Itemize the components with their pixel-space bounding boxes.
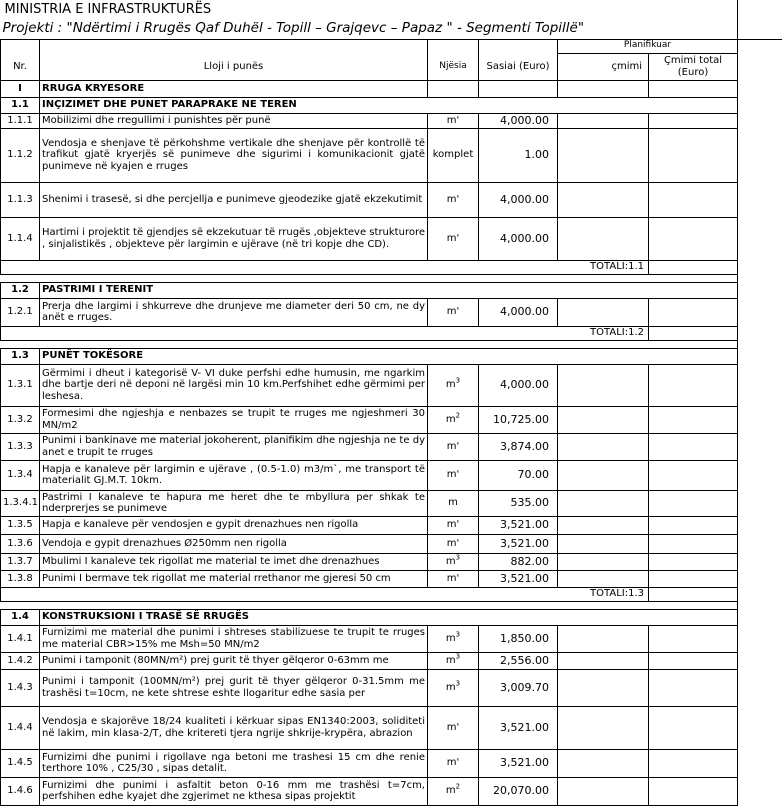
group-total-value [649,587,738,601]
item-price [558,625,649,652]
table-row [1,749,782,777]
item-total-price [649,534,738,553]
group-total-row [1,260,782,274]
item-number: 1.4.4 [1,706,40,749]
item-unit: m' [428,534,479,553]
group-header-row [1,609,782,625]
item-quantity: 3,009.70 [479,669,558,706]
item-description: Formesimi dhe ngjeshja e nenbazes se trupit te rruges me ngjeshmeri 30 MN/m2 [40,406,428,433]
table-row [1,777,782,805]
quantity-header: Sasiai (Euro) [479,53,558,80]
ministry-title: MINISTRIA E INFRASTRUKTURËS [4,1,212,17]
item-total-price [649,128,738,182]
item-unit: m' [428,749,479,777]
item-description: Furnizimi dhe punimi i asfaltit beton 0-16 mm me trashësi t=7cm, perfshihen edhe kyajet dhe zgjerimet ne kthesa sipas projektit [40,777,428,805]
item-quantity: 4,000.00 [479,364,558,406]
item-total-price [649,706,738,749]
table-row [1,516,782,534]
group-number: 1.3 [1,348,40,364]
price-header: çmimi [558,53,649,80]
item-price [558,406,649,433]
group-total-row [1,326,782,340]
margin-cell [738,652,782,669]
item-quantity: 10,725.00 [479,406,558,433]
table-row [1,433,782,460]
item-quantity: 535.00 [479,490,558,516]
item-unit: $m^3$ [428,364,479,406]
margin-cell [738,570,782,587]
item-quantity: 3,874.00 [479,433,558,460]
item-unit: m' [428,516,479,534]
item-number: 1.4.1 [1,625,40,652]
item-unit: $m^3$ [428,553,479,570]
item-unit: m' [428,433,479,460]
margin-cell [738,460,782,490]
group-name: PASTRIMI I TERENIT [40,282,738,298]
group-number: 1.4 [1,609,40,625]
separator-cell [1,340,738,348]
item-total-price [649,182,738,217]
total-spacer [1,326,558,340]
item-total-price [649,669,738,706]
item-number: 1.4.3 [1,669,40,706]
item-total-price [649,298,738,326]
item-quantity: 4,000.00 [479,298,558,326]
item-total-price [649,433,738,460]
item-unit: $m^3$ [428,669,479,706]
item-total-price [649,777,738,805]
table-row [1,706,782,749]
item-price [558,777,649,805]
table-row [1,406,782,433]
project-title: Projekti : "Ndërtimi i Rrugës Qaf Duhël - Topill – Grajqevc – Papaz " - Segmenti Topillë" [2,20,585,36]
item-description: Punimi i tamponit (100MN/m²) prej gurit të thyer gëlqeror 0-31.5mm me trashësi t=10cm, ne kete shtrese eshte llogaritur edhe sasia per [40,669,428,706]
total-price-header: Çmimi total (Euro) [649,53,738,80]
separator-cell [1,601,738,609]
item-price [558,113,649,128]
separator-row [1,274,782,282]
margin-cell [738,113,782,128]
item-description: Vendoja e gypit drenazhues Ø250mm nen rigolla [40,534,428,553]
margin-cell [738,97,782,113]
group-total-value [649,326,738,340]
table-row [1,113,782,128]
margin-cell [738,534,782,553]
margin-cell [738,217,782,260]
item-unit: m [428,490,479,516]
table-row [1,669,782,706]
margin-cell [738,406,782,433]
item-number: 1.3.4 [1,460,40,490]
group-number: 1.2 [1,282,40,298]
group-total-label: TOTALI:1.3 [558,587,649,601]
item-total-price [649,516,738,534]
table-row [1,364,782,406]
group-name: KONSTRUKSIONI I TRASË SË RRUGËS [40,609,738,625]
group-header-row [1,348,782,364]
item-number: 1.3.4.1 [1,490,40,516]
table-row [1,534,782,553]
item-price [558,652,649,669]
item-unit: m' [428,217,479,260]
margin-cell [738,669,782,706]
total-spacer [1,587,558,601]
item-price [558,534,649,553]
item-description: Mobilizimi dhe rregullimi i punishtes për punë [40,113,428,128]
item-total-price [649,490,738,516]
margin-cell [738,749,782,777]
table-row [1,182,782,217]
margin-cell [738,282,782,298]
item-unit: $m^2$ [428,777,479,805]
item-total-price [649,364,738,406]
item-description: Prerja dhe largimi i shkurreve dhe drunjeve me diameter deri 50 cm, ne dy anët e rruges. [40,298,428,326]
item-description: Mbulimi I kanaleve tek rigollat me material te imet dhe drenazhues [40,553,428,570]
margin-cell [738,625,782,652]
item-number: 1.1.1 [1,113,40,128]
separator-cell [1,274,738,282]
table-row [1,490,782,516]
item-number: 1.3.8 [1,570,40,587]
item-unit: komplet [428,128,479,182]
margin-cell [738,298,782,326]
item-total-price [649,625,738,652]
item-quantity: 70.00 [479,460,558,490]
item-number: 1.2.1 [1,298,40,326]
group-header-row [1,282,782,298]
item-description: Furnizimi dhe punimi i rigollave nga betoni me trashesi 15 cm dhe renie terthore 10% , C25/30 , sipas detalit. [40,749,428,777]
item-description: Shenimi i trasesë, si dhe percjellja e punimeve gjeodezike gjatë ekzekutimit [40,182,428,217]
margin-cell [738,433,782,460]
total-spacer [1,260,558,274]
margin-cell [738,364,782,406]
item-quantity: 3,521.00 [479,706,558,749]
item-number: 1.4.2 [1,652,40,669]
item-price [558,182,649,217]
item-total-price [649,406,738,433]
margin-cell [738,260,782,274]
table-row [1,570,782,587]
work-type-header: Lloji i punës [40,53,428,80]
group-number: 1.1 [1,97,40,113]
item-price [558,706,649,749]
item-number: 1.1.2 [1,128,40,182]
separator-row [1,340,782,348]
group-header-row [1,97,782,113]
item-number: 1.3.6 [1,534,40,553]
item-total-price [649,749,738,777]
item-description: Gërmimi i dheut i kategorisë V- VI duke perfshi edhe humusin, me ngarkim dhe bartje deri në deponi në largësi min 10 km.Perfshihet edhe gërmimi per leshesa. [40,364,428,406]
item-total-price [649,553,738,570]
margin-cell [738,274,782,282]
item-description: Hapja e kanaleve për vendosjen e gypit drenazhues nen rigolla [40,516,428,534]
item-quantity: 3,521.00 [479,516,558,534]
margin-cell [738,601,782,609]
item-unit: m' [428,460,479,490]
item-price [558,217,649,260]
item-unit: m' [428,298,479,326]
group-total-label: TOTALI:1.2 [558,326,649,340]
item-total-price [649,217,738,260]
item-number: 1.4.6 [1,777,40,805]
item-description: Furnizimi me material dhe punimi i shtreses stabilizuese te trupit te rruges me material CBR>15% me Msh=50 MN/m2 [40,625,428,652]
item-unit: $m^2$ [428,406,479,433]
item-number: 1.3.3 [1,433,40,460]
item-quantity: 4,000.00 [479,217,558,260]
margin-cell [738,553,782,570]
margin-cell [738,609,782,625]
margin-cell [738,128,782,182]
item-number: 1.4.5 [1,749,40,777]
margin-cell [738,490,782,516]
section-number: I [1,80,40,97]
margin-cell [738,587,782,601]
table-row [1,553,782,570]
item-description: Vendosja e shenjave të përkohshme vertikale dhe shenjave për kontrollë të trafikut gjatë kryerjës së punimeve dhe sigurimi i komunikacionit gjatë punimeve në kyajen e rruges [40,128,428,182]
item-quantity: 2,556.00 [479,652,558,669]
item-total-price [649,460,738,490]
item-price [558,749,649,777]
item-unit: m' [428,570,479,587]
item-unit: m' [428,182,479,217]
table-row [1,298,782,326]
item-description: Punimi i tamponit (80MN/m²) prej gurit të thyer gëlqeror 0-63mm me [40,652,428,669]
separator-row [1,601,782,609]
item-number: 1.1.4 [1,217,40,260]
group-total-row [1,587,782,601]
item-quantity: 3,521.00 [479,570,558,587]
item-quantity: 1.00 [479,128,558,182]
item-quantity: 3,521.00 [479,749,558,777]
item-price [558,669,649,706]
item-quantity: 4,000.00 [479,113,558,128]
table-row [1,460,782,490]
unit-header: Njësia [428,53,479,80]
item-total-price [649,113,738,128]
table-row [1,128,782,182]
section-name: RRUGA KRYESORE [40,80,428,97]
margin-cell [738,340,782,348]
group-total-value [649,260,738,274]
item-price [558,460,649,490]
item-number: 1.3.7 [1,553,40,570]
margin-cell [738,326,782,340]
item-number: 1.1.3 [1,182,40,217]
group-total-label: TOTALI:1.1 [558,260,649,274]
planned-header: Planifikuar [558,39,738,53]
item-price [558,128,649,182]
item-price [558,570,649,587]
item-description: Punimi i bankinave me material jokoherent, planifikim dhe ngjeshja ne te dy anet e trupit te rruges [40,433,428,460]
margin-cell [738,706,782,749]
item-number: 1.3.1 [1,364,40,406]
item-unit: m' [428,706,479,749]
table-row [1,217,782,260]
item-price [558,433,649,460]
item-price [558,516,649,534]
item-quantity: 1,850.00 [479,625,558,652]
item-description: Punimi I bermave tek rigollat me material rrethanor me gjeresi 50 cm [40,570,428,587]
margin-cell [738,182,782,217]
item-description: Vendosja e skajorëve 18/24 kualiteti i kërkuar sipas EN1340:2003, soliditeti në lakim, min klasa-2/T, dhe kritereti tjera ngrije shkrije-krypëra, abrazion [40,706,428,749]
group-name: PUNËT TOKËSORE [40,348,738,364]
item-price [558,364,649,406]
item-total-price [649,570,738,587]
item-description: Pastrimi I kanaleve te hapura me heret dhe te mbyllura per shkak te nderprerjes se punimeve [40,490,428,516]
margin-cell [738,516,782,534]
margin-cell [738,777,782,805]
item-description: Hartimi i projektit të gjendjes së ekzekutuar të rrugës ,objekteve strukturore , sinjalistikës , objekteve për largimin e ujërave (në tri kopje dhe CD). [40,217,428,260]
item-unit: m' [428,113,479,128]
table-row [1,625,782,652]
table-row [1,652,782,669]
item-total-price [649,652,738,669]
item-price [558,298,649,326]
item-number: 1.3.2 [1,406,40,433]
item-quantity: 3,521.00 [479,534,558,553]
group-name: INÇIZIMET DHE PUNET PARAPRAKE NE TEREN [40,97,738,113]
item-price [558,553,649,570]
item-quantity: 882.00 [479,553,558,570]
item-quantity: 4,000.00 [479,182,558,217]
item-unit: $m^3$ [428,652,479,669]
item-number: 1.3.5 [1,516,40,534]
margin-cell [738,348,782,364]
item-unit: $m^3$ [428,625,479,652]
item-description: Hapja e kanaleve për largimin e ujërave , (0.5-1.0) m3/m`, me transport të materialit GJ.M.T. 10km. [40,460,428,490]
nr-header: Nr. [1,53,40,80]
item-quantity: 20,070.00 [479,777,558,805]
item-price [558,490,649,516]
